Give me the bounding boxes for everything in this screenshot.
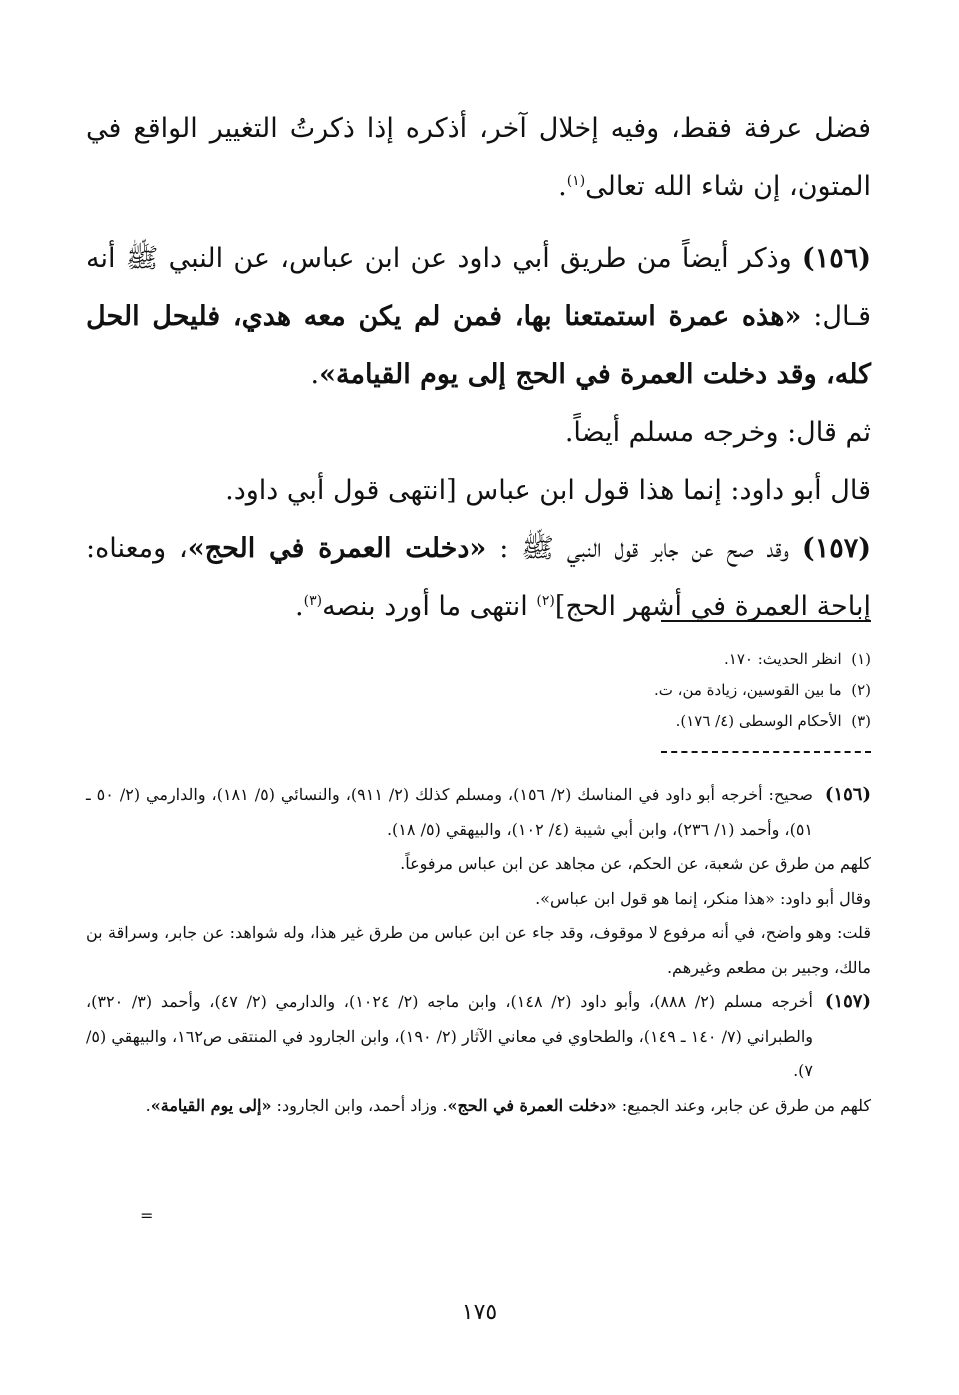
footnote-number: (١): [851, 650, 871, 668]
takhrij-157-end: .: [145, 1095, 151, 1115]
takhrij-body-156: [86, 778, 813, 847]
footnote-ref-2: (٢): [536, 593, 555, 609]
takhrij-157-quote-2: «إلى يوم القيامة»: [150, 1095, 272, 1115]
page-number: ١٧٥: [461, 1300, 498, 1325]
footnote-ref-3: (٣): [303, 593, 323, 609]
takhrij-body-157: [86, 985, 813, 1089]
footnote-ref-1: (١): [566, 173, 586, 189]
footnote-number: (٢): [851, 681, 871, 699]
takhrij-entry-156: [86, 778, 871, 847]
takhrij-157-line-2a: كلهم من طرق عن جابر، وعند الجميع:: [621, 1095, 871, 1115]
hadith-quote-157: «دخلت العمرة في الحج»: [187, 533, 487, 564]
footnote-3: [86, 706, 871, 737]
takhrij-156-line-4: قلت: وهو واضح، في أنه مرفوع لا موقوف، وقد جاء عن ابن عباس من طرق غير هذا، وله شواهد: عن جابر، وسراقة بن مالك، وجبير بن مطعم وغيرهم.: [86, 923, 871, 977]
intro-paragraph: [86, 100, 871, 216]
paragraph-157-text-3: انتهى ما أورد بنصه: [322, 591, 537, 622]
footnote-text: ما بين القوسين، زيادة من، ت.: [653, 681, 842, 699]
takhrij-156-line-2: كلهم من طرق عن شعبة، عن الحكم، عن مجاهد عن ابن عباس مرفوعاً.: [400, 854, 871, 873]
takhrij-entry-157: [86, 985, 871, 1089]
abu-dawud-line: قال أبو داود: إنما هذا قول ابن عباس [انتهى قول أبي داود.: [225, 475, 871, 506]
intro-line-1: فضل عرفة فقط، وفيه إخلال آخر، أذكره إذا ذكرتُ التغيير الواقع في المتون،: [86, 113, 871, 202]
takhrij-number-156: (١٥٦): [824, 784, 871, 805]
intro-line-2: إن شاء الله تعالى: [585, 171, 781, 202]
footnote-2: [86, 675, 871, 706]
takhrij-157-line-2b: . وزاد أحمد، وابن الجارود:: [276, 1095, 448, 1115]
paragraph-156: [86, 230, 871, 404]
takhrij-157-text: أخرجه مسلم (٢/ ٨٨٨)، وأبو داود (٢/ ١٤٨)، وابن ماجه (٢/ ١٠٢٤)، والدارمي (٢/ ٤٧)، وأحمد (٣/ ٣٢٠)، والطبراني (٧/ ١٤٠ ـ ١٤٩)، والطحاوي في معاني الآثار (٢/ ١٩٠)، وابن الجارود في المنتقى ص١٦٢، والبيهقي (٥/ ٧).: [86, 992, 813, 1080]
paragraph-156-end: .: [310, 359, 320, 390]
paragraph-156-text: وذكر أيضاً من طريق أبي داود عن ابن عباس، عن النبي ﷺ أنه قـال:: [86, 243, 871, 332]
takhrij-section: [86, 778, 871, 1123]
hadith-number-156: (١٥٦): [801, 243, 871, 274]
takhrij-157-line-2: [86, 1089, 871, 1124]
takhrij-number-157: (١٥٧): [824, 991, 871, 1012]
paragraph-157: [86, 520, 871, 636]
takhrij-156-text: صحيح: أخرجه أبو داود في المناسك (٢/ ١٥٦)، ومسلم كذلك (٢/ ٩١١)، والنسائي (٥/ ١٨١)، والدارمي (٢/ ٥٠ ـ ٥١)، وأحمد (١/ ٢٣٦)، وابن أبي شيبة (٤/ ١٠٢)، والبيهقي (٥/ ١٨).: [86, 785, 814, 839]
main-text: [86, 100, 871, 636]
footnote-text: انظر الحديث: ١٧٠.: [724, 650, 842, 668]
paragraph-157-text: وقد صح عن جابر قول النبي ﷺ :: [499, 533, 789, 564]
hadith-number-157: (١٥٧): [801, 533, 871, 564]
footnote-text: الأحكام الوسطى (٤/ ١٧٦).: [675, 712, 842, 730]
hadith-quote-156: «هذه عمرة استمتعنا بها، فمن لم يكن معه هدي، فليحل الحل كله، وقد دخلت العمرة في الحج إلى يوم القيامة»: [86, 301, 871, 390]
takhrij-157-quote: «دخلت العمرة في الحج»: [447, 1095, 617, 1115]
paragraph-157-text-2: ، ومعناه: إباحة العمرة في أشهر الحج]: [86, 533, 871, 622]
footnotes: [86, 644, 871, 737]
intro-end: .: [558, 171, 567, 202]
continuation-mark: =: [140, 1206, 154, 1225]
footnote-number: (٣): [851, 712, 871, 730]
then-said-line: ثم قال: وخرجه مسلم أيضاً.: [564, 417, 871, 448]
footnote-separator: [661, 620, 871, 622]
takhrij-156-line-3: وقال أبو داود: «هذا منكر، إنما هو قول ابن عباس».: [535, 888, 871, 908]
footnote-1: [86, 644, 871, 675]
takhrij-separator: [661, 751, 871, 753]
paragraph-157-end: .: [295, 591, 304, 622]
